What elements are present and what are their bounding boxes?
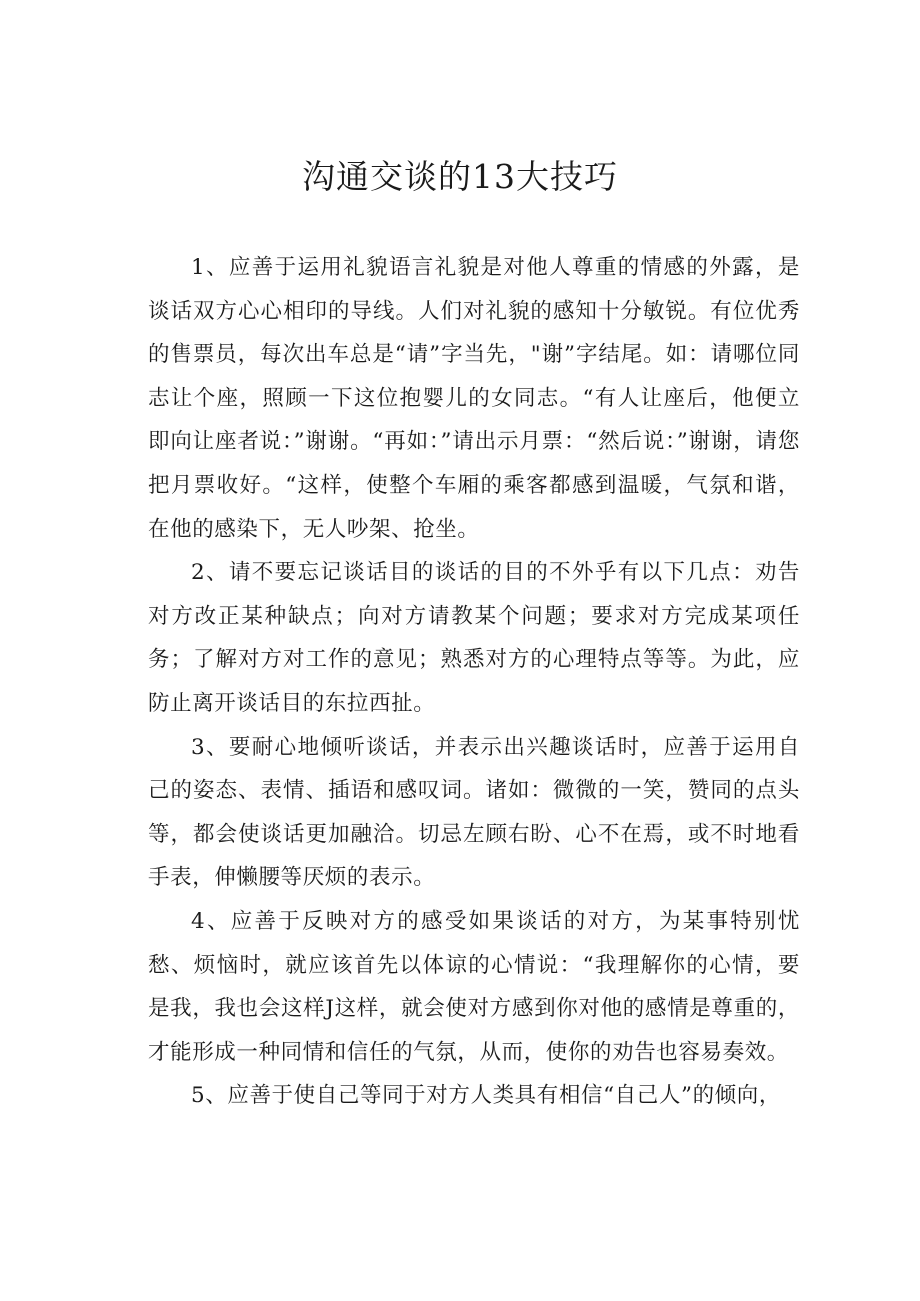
document-body [148,246,800,1118]
paragraph-4: 4、应善于反映对方的感受如果谈话的对方，为某事特别忧愁、烦恼时，就应该首先以体谅的心情说：“我理解你的心情，要是我，我也会这样J这样，就会使对方感到你对他的感情是尊重的，才能形成一种同情和信任的气氛，从而，使你的劝告也容易奏效。 [148,908,800,1065]
paragraph-3: 3、要耐心地倾听谈话，并表示出兴趣谈话时，应善于运用自己的姿态、表情、插语和感叹词。诸如：微微的一笑，赞同的点头等，都会使谈话更加融洽。切忌左顾右盼、心不在焉，或不时地看手表，伸懒腰等厌烦的表示。 [148,734,800,891]
paragraph-2: 2、请不要忘记谈话目的谈话的目的不外乎有以下几点：劝告对方改正某种缺点；向对方请教某个问题；要求对方完成某项任务；了解对方对工作的意见；熟悉对方的心理特点等等。为此，应防止离开谈话目的东拉西扯。 [148,560,800,716]
paragraph-5: 5、应善于使自己等同于对方人类具有相信“自己人”的倾向， [191,1083,781,1109]
paragraph-1: 1、应善于运用礼貌语言礼貌是对他人尊重的情感的外露，是谈话双方心心相印的导线。人们对礼貌的感知十分敏锐。有位优秀的售票员，每次出车总是“请”字当先，"谢”字结尾。如：请哪位同志让个座，照顾一下这位抱婴儿的女同志。“有人让座后，他便立即向让座者说：”谢谢。“再如：”请出示月票：“然后说：”谢谢，请您把月票收好。“这样，使整个车厢的乘客都感到温暖，气氛和谐，在他的感染下，无人吵架、抢坐。 [148,255,800,542]
document-title: 沟通交谈的13大技巧 [302,157,618,196]
